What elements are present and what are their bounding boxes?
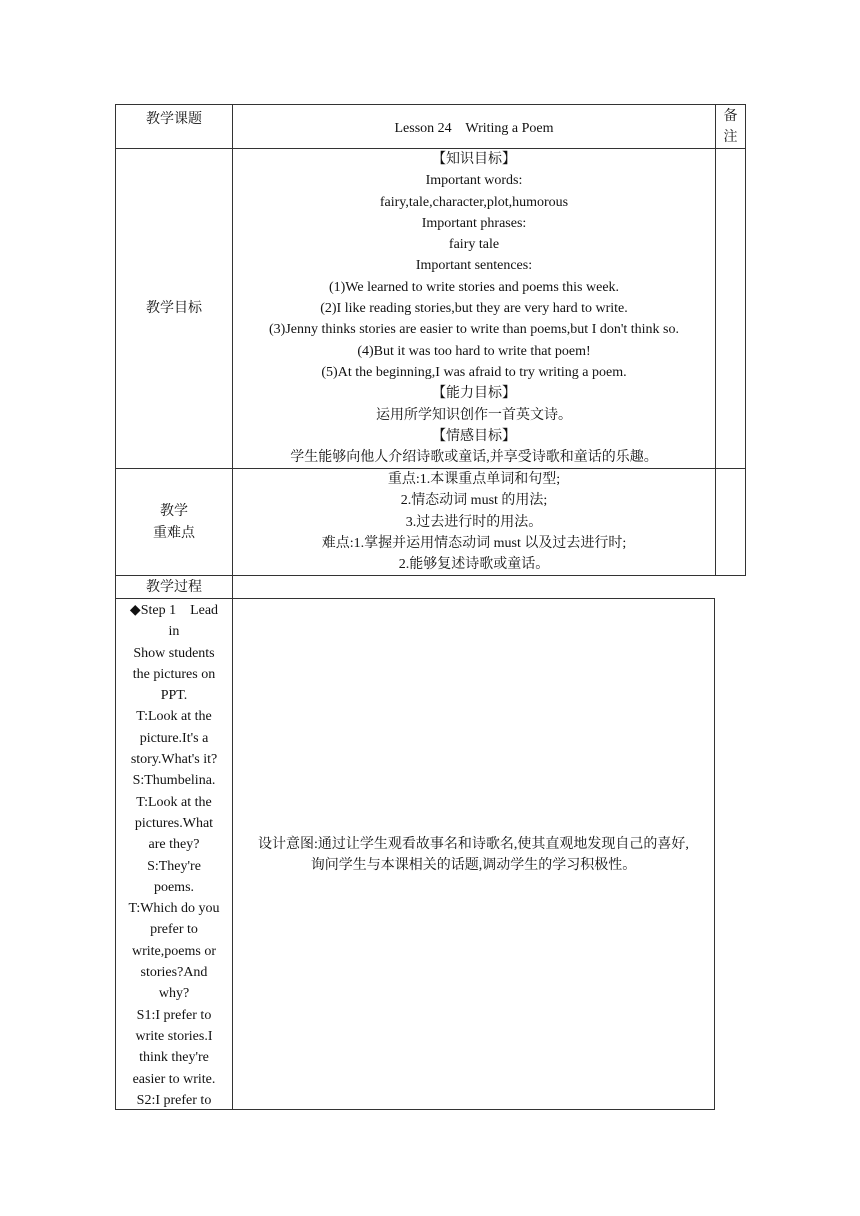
step-line: ◆Step 1 Lead: [129, 603, 219, 618]
objective-line: 【能力目标】: [432, 386, 516, 402]
step-line: the pictures on: [132, 666, 216, 682]
objective-line: fairy tale: [448, 237, 500, 253]
keypoints-label-2: 重难点: [153, 526, 195, 541]
step-cell: [115, 598, 233, 1110]
objective-line: (5)At the beginning,I was afraid to try writing a poem.: [321, 364, 627, 380]
objectives-content-cell: [232, 148, 716, 469]
step-line: S:Thumbelina.: [132, 773, 216, 789]
design-intent-line: 询问学生与本课相关的话题,调动学生的学习积极性。: [310, 858, 637, 874]
topic-value-cell: [232, 104, 716, 149]
step-line: picture.It's a: [139, 730, 209, 746]
step-line: poems.: [153, 879, 195, 895]
objectives-notes-cell: [715, 148, 746, 469]
objective-line: (4)But it was too hard to write that poem!: [357, 343, 591, 359]
step-line: in: [168, 624, 180, 640]
objective-line: (3)Jenny thinks stories are easier to write than poems,but I don't think so.: [269, 322, 679, 338]
step-line: T:Look at the: [136, 794, 212, 810]
step-line: PPT.: [160, 688, 188, 704]
notes-label-1: 备: [723, 109, 738, 124]
step-line: story.What's it?: [130, 752, 218, 768]
keypoint-line: 3.过去进行时的用法。: [405, 514, 543, 530]
topic-label-cell: [115, 104, 233, 149]
step-line: T:Which do you: [128, 901, 220, 917]
step-line: Show students: [133, 645, 215, 661]
step-line: S:They're: [147, 858, 201, 874]
step-line: prefer to: [150, 922, 198, 938]
design-intent-lines: [233, 834, 714, 877]
objective-line: 【情感目标】: [432, 428, 516, 444]
objective-line: 运用所学知识创作一首英文诗。: [376, 407, 572, 423]
process-label: 教学过程: [146, 580, 202, 595]
step-line: S1:I prefer to: [136, 1007, 212, 1023]
step-line: write stories.I: [135, 1028, 213, 1044]
step-line: S2:I prefer to: [136, 1092, 212, 1108]
objectives-label: 教学目标: [146, 301, 202, 316]
step-line: why?: [158, 986, 190, 1002]
keypoint-line: 2.情态动词 must 的用法;: [400, 493, 548, 509]
objective-line: 【知识目标】: [432, 152, 516, 167]
keypoints-label-1: 教学: [160, 504, 188, 519]
step-line: stories?And: [140, 965, 208, 981]
keypoints-lines: [233, 469, 715, 575]
step-line: write,poems or: [132, 943, 216, 959]
keypoints-label-cell: [115, 468, 233, 576]
topic-label: 教学课题: [146, 112, 202, 127]
step-line: think they're: [139, 1050, 209, 1066]
keypoint-line: 2.能够复述诗歌或童话。: [398, 557, 550, 573]
objective-line: Important sentences:: [415, 258, 533, 274]
objectives-label-cell: [115, 148, 233, 469]
design-intent-line: 设计意图:通过让学生观看故事名和诗歌名,使其直观地发现自己的喜好,: [258, 837, 689, 852]
design-intent-cell: [232, 598, 715, 1110]
objective-line: fairy,tale,character,plot,humorous: [379, 194, 569, 210]
objective-line: 学生能够向他人介绍诗歌或童话,并享受诗歌和童话的乐趣。: [290, 450, 658, 466]
objective-line: (1)We learned to write stories and poems this week.: [328, 279, 620, 295]
step-line: easier to write.: [132, 1071, 216, 1087]
objective-line: Important phrases:: [421, 215, 527, 231]
notes-label-cell: [715, 104, 746, 149]
keypoints-content-cell: [232, 468, 716, 576]
keypoints-notes-cell: [715, 468, 746, 576]
objective-line: (2)I like reading stories,but they are very hard to write.: [320, 301, 628, 317]
topic-value: Lesson 24 Writing a Poem: [394, 121, 554, 136]
step-line: are they?: [148, 837, 200, 853]
process-label-cell: [115, 575, 233, 599]
objective-line: Important words:: [425, 173, 523, 189]
keypoint-line: 难点:1.掌握并运用情态动词 must 以及过去进行时;: [321, 535, 627, 551]
keypoint-line: 重点:1.本课重点单词和句型;: [387, 472, 561, 487]
step-line: pictures.What: [134, 815, 214, 831]
step-line: T:Look at the: [136, 709, 212, 725]
objectives-lines: [233, 149, 715, 468]
step-lines: [116, 600, 232, 1111]
notes-label-2: 注: [723, 130, 738, 145]
